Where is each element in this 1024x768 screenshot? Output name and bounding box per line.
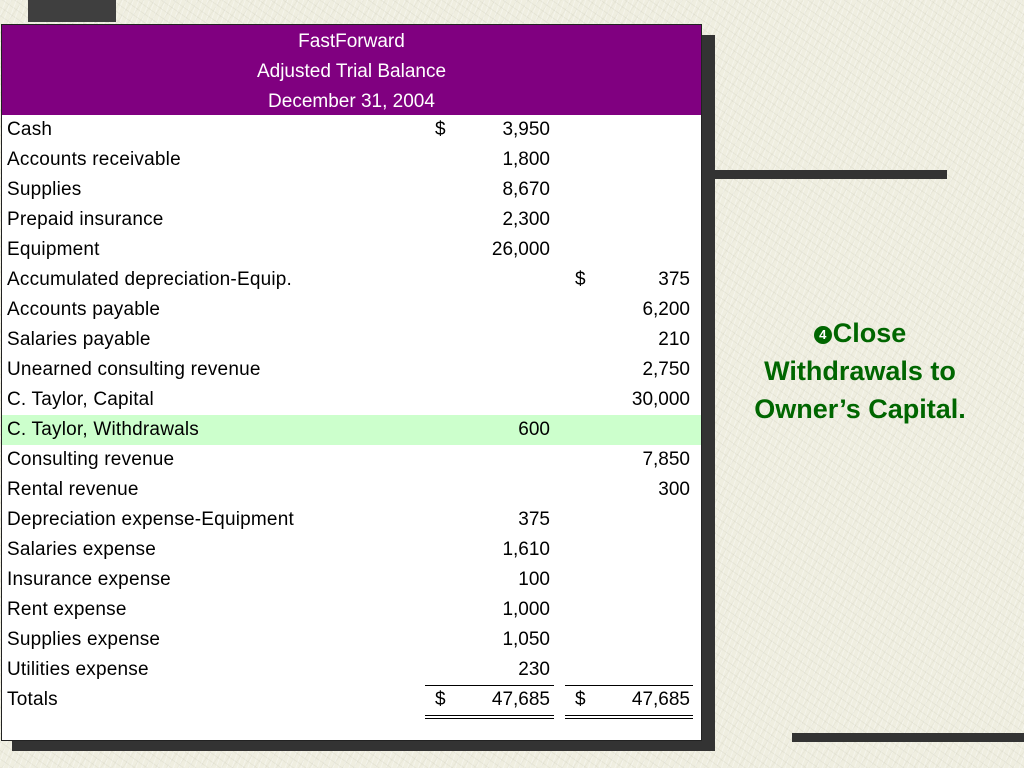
account-name: Accounts payable bbox=[7, 299, 161, 320]
table-row bbox=[2, 325, 701, 355]
debit-amount: 600 bbox=[518, 419, 550, 440]
report-date: December 31, 2004 bbox=[268, 91, 435, 112]
credit-amount: 6,200 bbox=[642, 299, 690, 320]
debit-sum-rule bbox=[425, 685, 554, 686]
account-name: Utilities expense bbox=[7, 659, 149, 680]
account-name: Accumulated depreciation-Equip. bbox=[7, 269, 293, 290]
account-name: Rental revenue bbox=[7, 479, 139, 500]
account-name: Consulting revenue bbox=[7, 449, 175, 470]
trial-balance-header bbox=[2, 25, 701, 115]
debit-amount: 1,800 bbox=[502, 149, 550, 170]
table-row bbox=[2, 175, 701, 205]
table-row bbox=[2, 295, 701, 325]
account-name: Prepaid insurance bbox=[7, 209, 164, 230]
credit-dollar-sign: $ bbox=[575, 269, 586, 290]
step-number-icon: 4 bbox=[814, 326, 832, 344]
table-row bbox=[2, 265, 701, 295]
account-name: Depreciation expense-Equipment bbox=[7, 509, 294, 530]
credit-amount: 375 bbox=[658, 269, 690, 290]
step-note bbox=[725, 314, 995, 428]
debit-amount: 47,685 bbox=[491, 689, 550, 710]
account-name: Salaries expense bbox=[7, 539, 156, 560]
account-name: Totals bbox=[7, 689, 58, 710]
table-row bbox=[2, 595, 701, 625]
debit-amount: 1,000 bbox=[502, 599, 550, 620]
credit-sum-rule bbox=[565, 685, 693, 686]
table-row bbox=[2, 535, 701, 565]
credit-amount: 47,685 bbox=[631, 689, 690, 710]
debit-amount: 2,300 bbox=[502, 209, 550, 230]
step-note-line3: Owner’s Capital. bbox=[754, 394, 966, 424]
table-row bbox=[2, 355, 701, 385]
debit-dollar-sign: $ bbox=[435, 689, 446, 710]
account-name: Accounts receivable bbox=[7, 149, 181, 170]
report-title: Adjusted Trial Balance bbox=[256, 61, 447, 82]
credit-double-rule-2 bbox=[565, 718, 693, 719]
totals-row bbox=[2, 685, 701, 715]
table-row bbox=[2, 205, 701, 235]
table-row bbox=[2, 145, 701, 175]
debit-double-rule-2 bbox=[425, 718, 554, 719]
step-note-line2: Withdrawals to bbox=[764, 356, 956, 386]
credit-amount: 210 bbox=[658, 329, 690, 350]
credit-double-rule-1 bbox=[565, 715, 693, 716]
debit-amount: 3,950 bbox=[502, 119, 550, 140]
debit-amount: 26,000 bbox=[491, 239, 550, 260]
account-name: Rent expense bbox=[7, 599, 127, 620]
table-row bbox=[2, 445, 701, 475]
table-row bbox=[2, 565, 701, 595]
debit-double-rule-1 bbox=[425, 715, 554, 716]
account-name: Cash bbox=[7, 119, 53, 140]
step-note-line1: Close bbox=[832, 318, 907, 348]
debit-amount: 230 bbox=[518, 659, 550, 680]
debit-amount: 8,670 bbox=[502, 179, 550, 200]
table-row bbox=[2, 385, 701, 415]
trial-balance-panel bbox=[1, 24, 702, 741]
decorative-corner-block bbox=[28, 0, 116, 22]
account-name: Salaries payable bbox=[7, 329, 151, 350]
credit-amount: 30,000 bbox=[631, 389, 690, 410]
table-row bbox=[2, 235, 701, 265]
debit-dollar-sign: $ bbox=[435, 119, 446, 140]
debit-amount: 100 bbox=[518, 569, 550, 590]
decorative-bar-top bbox=[704, 170, 947, 179]
account-name: Supplies expense bbox=[7, 629, 161, 650]
account-name: Equipment bbox=[7, 239, 100, 260]
decorative-bar-bottom bbox=[792, 733, 1024, 742]
credit-dollar-sign: $ bbox=[575, 689, 586, 710]
table-row bbox=[2, 415, 701, 445]
credit-amount: 300 bbox=[658, 479, 690, 500]
table-row bbox=[2, 475, 701, 505]
account-name: Insurance expense bbox=[7, 569, 171, 590]
debit-amount: 1,610 bbox=[502, 539, 550, 560]
debit-amount: 375 bbox=[518, 509, 550, 530]
account-name: Supplies bbox=[7, 179, 82, 200]
credit-amount: 7,850 bbox=[642, 449, 690, 470]
account-name: C. Taylor, Withdrawals bbox=[7, 419, 199, 440]
account-name: C. Taylor, Capital bbox=[7, 389, 154, 410]
company-name: FastForward bbox=[298, 31, 405, 52]
table-row bbox=[2, 655, 701, 685]
credit-amount: 2,750 bbox=[642, 359, 690, 380]
table-row bbox=[2, 115, 701, 145]
table-row bbox=[2, 625, 701, 655]
table-row bbox=[2, 505, 701, 535]
account-name: Unearned consulting revenue bbox=[7, 359, 261, 380]
debit-amount: 1,050 bbox=[502, 629, 550, 650]
